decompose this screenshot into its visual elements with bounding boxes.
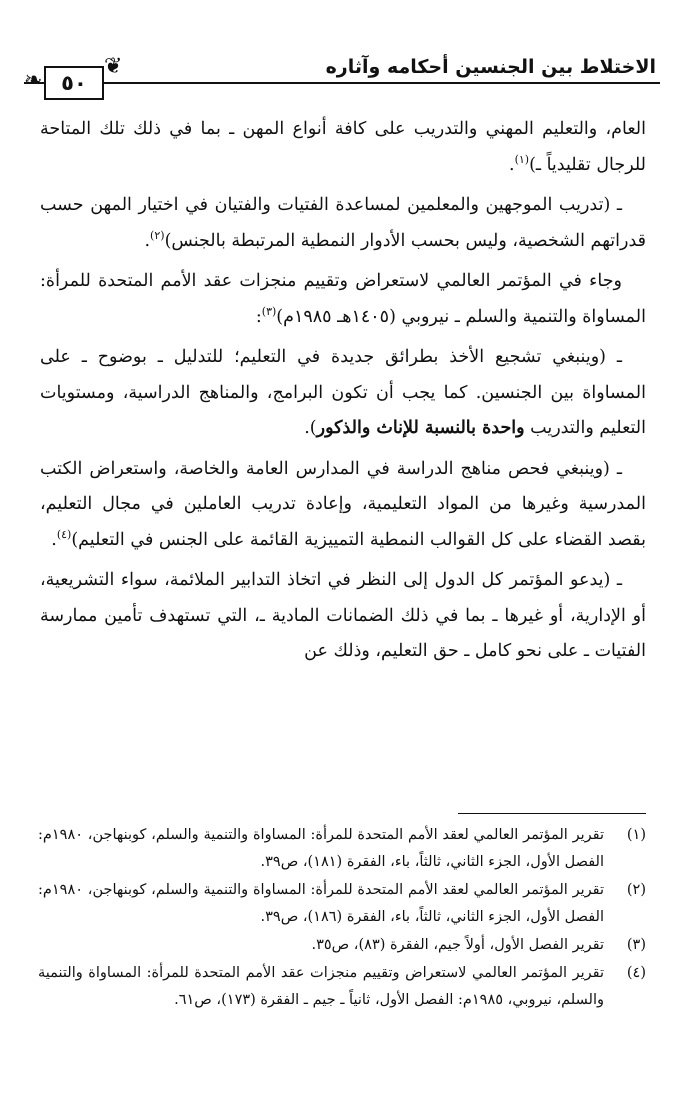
paragraph-text: ـ (يدعو المؤتمر كل الدول إلى النظر في اتخاذ التدابير الملائمة، سواء التشريعية، أو الإدارية، أو غيرها ـ بما في ذلك الضمانات المادية ـ، التي تستهدف تأمين ممارسة الفتيات ـ على نحو كامل ـ حق التعليم، وذلك عن [40,570,646,661]
footnote-reference: (٣) [261,304,277,318]
footnote-separator [458,813,646,814]
footnote-number: (١) [626,827,646,843]
paragraph-punctuation: . [144,230,151,251]
footnote-text: تقرير المؤتمر العالمي لعقد الأمم المتحدة للمرأة: المساواة والتنمية والسلم، كوبنهاجن، ١٩٨٠م: الفصل الأول، الجزء الثاني، ثالثاً، باء، الفقرة (١٨١)، ص٣٩. [38,827,604,870]
footnote-number: (٢) [626,882,646,898]
footnote [38,877,646,931]
footnote-text: تقرير المؤتمر العالمي لعقد الأمم المتحدة للمرأة: المساواة والتنمية والسلم، كوبنهاجن، ١٩٨٠م: الفصل الأول، الجزء الثاني، ثالثاً، باء، الفقرة (١٨٦)، ص٣٩. [38,882,604,925]
footnote-number: (٤) [626,965,646,981]
footnote-text: تقرير الفصل الأول، أولاً جيم، الفقرة (٨٣)، ص٣٥. [311,937,604,953]
paragraph-punctuation: : [255,306,262,327]
paragraph [40,563,646,670]
running-header [24,52,660,98]
paragraph [40,264,646,335]
paragraph-text: ـ (وينبغي فحص مناهج الدراسة في المدارس العامة والخاصة، واستعراض الكتب المدرسية وغيرها من المواد التعليمية، وإعادة تدريب العاملين في مجال التعليم، بقصد القضاء على كل القوالب النمطية التمييزية القائمة على الجنس في التعليم) [40,458,646,550]
page-number-box [44,66,104,100]
paragraph-text: ـ (تدريب الموجهين والمعلمين لمساعدة الفتيات والفتيان في اختيار المهن حسب قدراتهم الشخصية، وليس بحسب الأدوار النمطية المرتبطة بالجنس) [40,195,646,251]
paragraph [40,112,646,183]
paragraph-punctuation: . [508,154,515,175]
paragraph [40,188,646,259]
footnote-reference: (١) [514,152,530,166]
footnote [38,822,646,876]
footnote-reference: (٤) [56,527,72,541]
paragraph [40,452,646,559]
body-text [40,112,646,675]
leaf-ornament-icon: ❧ [24,68,43,93]
paragraph-text: العام، والتعليم المهني والتدريب على كافة أنواع المهن ـ بما في ذلك تلك المتاحة للرجال تقليدياً ـ) [40,119,646,175]
paragraph [40,340,646,447]
leaf-ornament-icon: ❦ [104,54,123,79]
footnotes [38,822,646,1015]
paragraph-punctuation: ). [304,418,317,438]
footnote-number: (٣) [626,937,646,953]
emphasized-phrase: واحدة بالنسبة للإناث والذكور [316,418,525,438]
page-number: ٥٠ [61,71,87,95]
header-rule [24,82,660,84]
paragraph-text: وجاء في المؤتمر العالمي لاستعراض وتقييم منجزات عقد الأمم المتحدة للمرأة: المساواة والتنمية والسلم ـ نيروبي (١٤٠٥هـ ١٩٨٥م) [40,271,646,327]
paragraph-text: ـ (وينبغي تشجيع الأخذ بطرائق جديدة في التعليم؛ للتدليل ـ بوضوح ـ على المساواة بين الجنسين. كما يجب أن تكون البرامج، والمناهج الدراسية، ومستويات التعليم والتدريب [40,347,646,438]
running-header-title: الاختلاط بين الجنسين أحكامه وآثاره [325,56,656,78]
footnote [38,932,646,959]
footnote-text: تقرير المؤتمر العالمي لاستعراض وتقييم منجزات عقد الأمم المتحدة للمرأة: المساواة والتنمية والسلم، نيروبي، ١٩٨٥م: الفصل الأول، ثانياً ـ جيم ـ الفقرة (١٧٣)، ص٦١. [38,965,604,1008]
paragraph-punctuation: . [51,529,57,550]
footnote-reference: (٢) [150,228,165,242]
footnote [38,960,646,1014]
